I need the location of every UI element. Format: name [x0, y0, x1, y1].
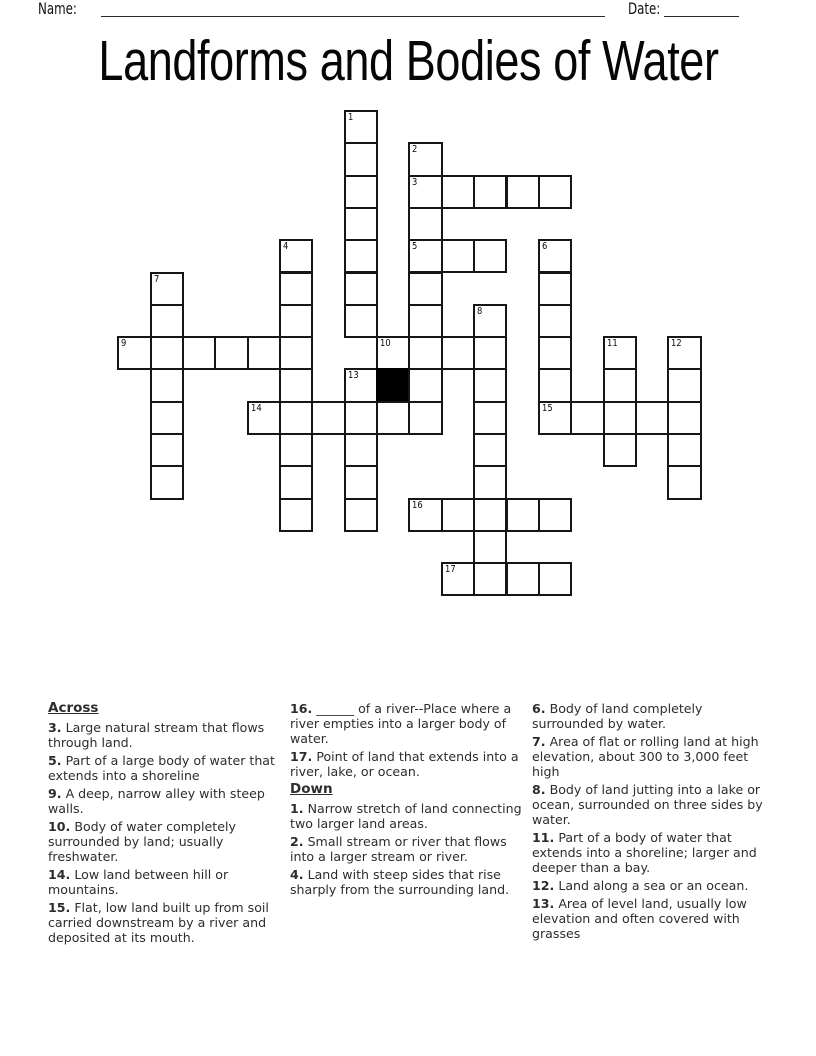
- answer-cell[interactable]: [247, 401, 281, 435]
- answer-cell[interactable]: [667, 336, 701, 370]
- answer-cell[interactable]: [279, 498, 313, 532]
- answer-cell[interactable]: [473, 530, 507, 564]
- clue-number: 13.: [532, 896, 555, 911]
- answer-cell[interactable]: [667, 368, 701, 402]
- answer-cell[interactable]: [279, 433, 313, 467]
- clue-number: 7.: [532, 734, 546, 749]
- answer-cell[interactable]: [150, 336, 184, 370]
- cell-number: 3: [412, 176, 418, 188]
- answer-cell[interactable]: [506, 175, 540, 209]
- answer-cell[interactable]: [344, 272, 378, 306]
- clue: 14. Low land between hill or mountains.: [48, 867, 229, 897]
- answer-cell[interactable]: [344, 498, 378, 532]
- answer-cell[interactable]: [473, 401, 507, 435]
- clue-number: 2.: [290, 834, 304, 849]
- cell-number: 2: [412, 144, 418, 156]
- answer-cell[interactable]: [538, 239, 572, 273]
- answer-cell[interactable]: [538, 304, 572, 338]
- answer-cell[interactable]: [150, 433, 184, 467]
- answer-cell[interactable]: [667, 433, 701, 467]
- clue: 1. Narrow stretch of land connecting two larger land areas.: [290, 801, 522, 831]
- clue-number: 1.: [290, 801, 304, 816]
- answer-cell[interactable]: [344, 433, 378, 467]
- answer-cell[interactable]: [247, 336, 281, 370]
- clue: 5. Part of a large body of water that extends into a shoreline: [48, 753, 275, 783]
- answer-cell[interactable]: [473, 465, 507, 499]
- clue-column: [532, 701, 768, 944]
- cell-number: 8: [477, 305, 483, 317]
- clue-number: 3.: [48, 720, 62, 735]
- clue: 2. Small stream or river that flows into a larger stream or river.: [290, 834, 507, 864]
- answer-cell[interactable]: [603, 368, 637, 402]
- answer-cell[interactable]: [279, 239, 313, 273]
- answer-cell[interactable]: [279, 336, 313, 370]
- clue: 16. ______ of a river--Place where a river empties into a larger body of water.: [290, 701, 512, 746]
- clue-number: 6.: [532, 701, 546, 716]
- answer-cell[interactable]: [150, 401, 184, 435]
- date-label: Date:: [628, 0, 661, 18]
- answer-cell[interactable]: [538, 175, 572, 209]
- answer-cell[interactable]: [279, 465, 313, 499]
- answer-cell[interactable]: [473, 336, 507, 370]
- clue-number: 15.: [48, 900, 71, 915]
- answer-cell[interactable]: [570, 401, 604, 435]
- answer-cell[interactable]: [473, 239, 507, 273]
- answer-cell[interactable]: [408, 142, 442, 176]
- clue-number: 12.: [532, 878, 555, 893]
- clue: 7. Area of flat or rolling land at high elevation, about 300 to 3,000 feet high: [532, 734, 759, 779]
- answer-cell[interactable]: [473, 304, 507, 338]
- answer-cell[interactable]: [408, 401, 442, 435]
- answer-cell[interactable]: [408, 175, 442, 209]
- cell-number: 17: [444, 564, 456, 576]
- answer-cell[interactable]: [408, 304, 442, 338]
- answer-cell[interactable]: [538, 562, 572, 596]
- answer-cell[interactable]: [538, 498, 572, 532]
- answer-cell[interactable]: [214, 336, 248, 370]
- page-title: Landforms and Bodies of Water: [97, 29, 719, 93]
- answer-cell[interactable]: [603, 401, 637, 435]
- cell-number: 6: [541, 241, 548, 253]
- answer-cell[interactable]: [150, 465, 184, 499]
- answer-cell[interactable]: [344, 175, 378, 209]
- answer-cell[interactable]: [473, 433, 507, 467]
- answer-cell[interactable]: [408, 239, 442, 273]
- answer-cell[interactable]: [376, 336, 410, 370]
- answer-cell[interactable]: [150, 304, 184, 338]
- answer-cell[interactable]: [344, 304, 378, 338]
- cell-number: 11: [606, 338, 618, 350]
- cell-number: 1: [347, 112, 354, 123]
- clue: 11. Part of a body of water that extends into a shoreline; larger and deeper than a bay.: [532, 830, 757, 875]
- answer-cell[interactable]: [408, 368, 442, 402]
- clue: 6. Body of land completely surrounded by water.: [532, 701, 703, 731]
- answer-cell[interactable]: [344, 401, 378, 435]
- answer-cell[interactable]: [344, 465, 378, 499]
- answer-cell[interactable]: [603, 336, 637, 370]
- answer-cell[interactable]: [635, 401, 669, 435]
- clue-number: 14.: [48, 867, 71, 882]
- answer-cell[interactable]: [182, 336, 216, 370]
- name-label: Name:: [38, 0, 77, 18]
- answer-cell[interactable]: [150, 272, 184, 306]
- answer-cell[interactable]: [117, 336, 151, 370]
- answer-cell[interactable]: [473, 368, 507, 402]
- cell-number: 5: [412, 241, 418, 253]
- answer-cell[interactable]: [603, 433, 637, 467]
- answer-cell[interactable]: [279, 272, 313, 306]
- clue: 4. Land with steep sides that rise sharply from the surrounding land.: [290, 867, 510, 897]
- answer-cell[interactable]: [279, 401, 313, 435]
- clue: 12. Land along a sea or an ocean.: [532, 878, 749, 893]
- clue-number: 4.: [290, 867, 304, 882]
- cell-number: 4: [283, 241, 289, 253]
- answer-cell[interactable]: [376, 401, 410, 435]
- clue-section-header: Down: [290, 781, 333, 797]
- answer-cell[interactable]: [473, 498, 507, 532]
- clue: 17. Point of land that extends into a river, lake, or ocean.: [290, 749, 519, 779]
- clue: 8. Body of land jutting into a lake or ocean, surrounded on three sides by water.: [532, 782, 763, 827]
- answer-cell[interactable]: [667, 465, 701, 499]
- clue: 3. Large natural stream that flows through land.: [48, 720, 265, 750]
- clue-number: 10.: [48, 819, 71, 834]
- clue-section-header: Across: [48, 700, 99, 716]
- clue-number: 9.: [48, 786, 62, 801]
- answer-cell[interactable]: [506, 562, 540, 596]
- cell-number: 10: [380, 338, 391, 350]
- answer-cell[interactable]: [344, 207, 378, 241]
- cell-number: 12: [671, 338, 682, 350]
- answer-cell[interactable]: [538, 272, 572, 306]
- answer-cell[interactable]: [667, 401, 701, 435]
- cell-number: 9: [121, 338, 127, 350]
- answer-cell[interactable]: [473, 562, 507, 596]
- answer-cell[interactable]: [344, 239, 378, 273]
- answer-cell[interactable]: [279, 368, 313, 402]
- answer-cell[interactable]: [150, 368, 184, 402]
- answer-cell[interactable]: [408, 336, 442, 370]
- answer-cell[interactable]: [441, 239, 475, 273]
- clue: 9. A deep, narrow alley with steep walls.: [48, 786, 265, 816]
- answer-cell[interactable]: [311, 401, 345, 435]
- clue: 13. Area of level land, usually low elevation and often covered with grasses: [532, 896, 747, 941]
- cell-number: 15: [541, 402, 553, 414]
- cell-number: 7: [153, 273, 159, 285]
- cell-number: 16: [412, 499, 424, 511]
- answer-cell[interactable]: [408, 207, 442, 241]
- answer-cell[interactable]: [441, 336, 475, 370]
- clue-column: [290, 701, 528, 900]
- answer-cell[interactable]: [538, 368, 572, 402]
- clue: 10. Body of water completely surrounded by land; usually freshwater.: [48, 819, 236, 864]
- answer-cell[interactable]: [408, 498, 442, 532]
- answer-cell[interactable]: [441, 498, 475, 532]
- clue-number: 5.: [48, 753, 62, 768]
- answer-cell[interactable]: [441, 175, 475, 209]
- answer-cell[interactable]: [506, 498, 540, 532]
- answer-cell[interactable]: [344, 142, 378, 176]
- answer-cell[interactable]: [441, 562, 475, 596]
- cell-number: 13: [347, 370, 359, 382]
- clue-number: 17.: [290, 749, 313, 764]
- answer-cell[interactable]: [344, 110, 378, 144]
- answer-cell[interactable]: [538, 401, 572, 435]
- answer-cell[interactable]: [279, 304, 313, 338]
- clue-number: 8.: [532, 782, 546, 797]
- clue: 15. Flat, low land built up from soil carried downstream by a river and deposited at its mouth.: [48, 900, 269, 945]
- answer-cell[interactable]: [344, 368, 378, 402]
- cell-number: 14: [250, 402, 262, 414]
- clue-number: 16.: [290, 701, 313, 716]
- answer-cell[interactable]: [473, 175, 507, 209]
- clue-number: 11.: [532, 830, 555, 845]
- black-cell: [376, 368, 410, 402]
- answer-cell[interactable]: [408, 272, 442, 306]
- clue-column: [48, 701, 282, 948]
- answer-cell[interactable]: [538, 336, 572, 370]
